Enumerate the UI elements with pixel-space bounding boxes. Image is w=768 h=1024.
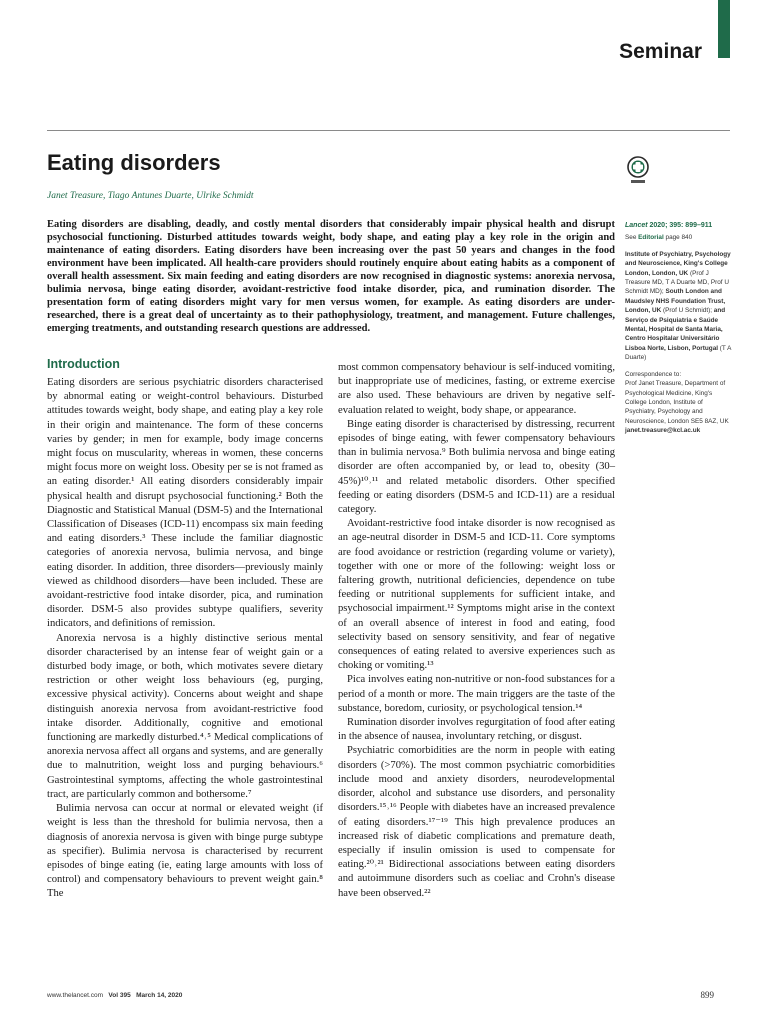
- crossmark-icon[interactable]: [626, 156, 650, 186]
- paragraph: most common compensatory behaviour is self-induced vomiting, but inappropriate use of medicines, fasting, or extreme exercise are also used. These behaviours are driven by negative self-evaluation related to weight, body shape, or appearance.: [338, 362, 615, 416]
- body-column-right: [338, 361, 615, 901]
- affiliation-name: South London and Maudsley NHS Foundation Trust, London, UK: [625, 288, 726, 315]
- affiliation-name: and Serviço de Psiquiatria e Saúde Mental, Hospital de Santa Maria, Centro Hospitalar Universitário Lisboa Norte, Lisbon, Portugal: [625, 307, 726, 352]
- section-heading: Introduction: [47, 357, 120, 371]
- paragraph: Bulimia nervosa can occur at normal or elevated weight (if weight is less than the threshold for bulimia nervosa, then a diagnosis of anorexia nervosa is given with binge purge subtype as specifier). Bulimia nervosa is characterised by recurrent episodes of binge eating (ie, eating large amounts with loss of control) and compensatory behaviours to prevent weight gain.⁸ The: [47, 803, 323, 900]
- section-label: Seminar: [619, 40, 702, 63]
- paragraph: Avoidant-restrictive food intake disorder is now recognised as an age-neutral disorder in DSM-5 and ICD-11. Core symptoms are food avoidance or restriction (regarding volume or variety), together with one or more of the following: weight loss or faltering growth, nutritional deficiencies, dependence on tube feeding or nutritional supplements for sufficient intake, and psychosocial impairment.¹² Symptoms might arise in the context of an overall absence of interest in food and eating, food selectivity based on sensory sensitivity, and fear of negative consequences of eating related to aversive experiences such as choking or vomiting.¹³: [338, 518, 615, 672]
- issue-date: March 14, 2020: [136, 992, 183, 999]
- paragraph: Pica involves eating non-nutritive or non-food substances for a period of a month or more. The main triggers are the taste of the substance, boredom, curiosity, or psychological tension.¹⁴: [338, 674, 615, 714]
- page-number: 899: [700, 990, 714, 1000]
- article-title: Eating disorders: [47, 150, 221, 175]
- article-authors: Janet Treasure, Tiago Antunes Duarte, Ulrike Schmidt: [47, 191, 254, 201]
- correspondence-label: Correspondence to:: [625, 370, 682, 378]
- paragraph: Anorexia nervosa is a highly distinctive serious mental disorder characterised by an intense fear of weight gain or a disturbed body image, or both, which motivates severe dietary restriction or other weight loss behaviours (eg, purging, excessive physical activity). Concerns about weight and shape distinguish anorexia nervosa from avoidant-restrictive food intake disorder. Additionally, cognitive and emotional functioning are markedly disturbed.⁴˒⁵ Medical complications of anorexia nervosa affect all organs and systems, and are generally due to malnutrition, weight loss and purging behaviours.⁶ Gastrointestinal symptoms, affecting the whole gastrointestinal tract, are particularly common and bothersome.⁷: [47, 632, 323, 800]
- affiliation-authors: (Prof J Treasure MD, T A Duarte MD, Prof U Schmidt MD);: [625, 269, 729, 296]
- page-footer: [47, 992, 182, 999]
- citation-details: 2020; 395: 899–911: [647, 222, 713, 229]
- correspondence-address: Prof Janet Treasure, Department of Psychological Medicine, King's College London, Institute of Psychiatry, Psychology and Neuroscience, London SE5 8AZ, UK: [625, 380, 729, 425]
- section-accent-bar: [718, 0, 730, 58]
- paragraph: Eating disorders are serious psychiatric disorders characterised by abnormal eating or weight-control behaviours. Disturbed attitudes towards weight, body shape, and eating play a key role in their origin and maintenance. The form of these concerns varies by gender; in men for example, body image concerns might focus on muscularity, whereas in women, these concerns might focus more on weight loss. Obesity per se is not framed as an eating disorder.¹ All eating disorders considerably impair physical health and disrupt psychosocial functioning.² Both the Diagnostic and Statistical Manual (DSM-5) and the International Classification of Diseases (ICD-11) encompass six main feeding and eating disorders.³ These include the familiar diagnostic categories of anorexia nervosa, bulimia nervosa, and binge eating disorder. In addition, three disorders—previously mainly viewed as childhood disorders—have been included. These are avoidant-restrictive food intake disorder, pica, and rumination disorder. DSM-5 also provides subtype qualifiers, severity indicators, and definitions of remission.: [47, 377, 323, 630]
- paragraph: Rumination disorder involves regurgitation of food after eating in the absence of nausea, involuntary retching, or disgust.: [338, 717, 615, 743]
- affiliation-authors: (Prof U Schmidt);: [661, 307, 712, 315]
- see-suffix: page 840: [663, 234, 693, 242]
- affiliation-authors: (T A Duarte): [625, 344, 732, 362]
- citation-journal: Lancet: [625, 222, 648, 229]
- see-prefix: See: [625, 234, 639, 242]
- body-column-left: [47, 376, 323, 902]
- journal-website[interactable]: www.thelancet.com: [47, 992, 103, 999]
- paragraph: Psychiatric comorbidities are the norm in people with eating disorders (>70%). The most common psychiatric comorbidities include mood and anxiety disorders, neurodevelopmental disorder, alcohol and substance use disorders, and personality disorders.¹⁵˒¹⁶ People with diabetes have an increased prevalence of eating disorders.¹⁷⁻¹⁹ This high prevalence produces an increased risk of diabetic complications and premature death, especially if insulin omission is used to compensate for eating.²⁰˒²¹ Bidirectional associations between eating disorders and autoimmune disorders such as coeliac and Crohn's disease have been observed.²²: [338, 745, 615, 899]
- affiliations: [625, 250, 733, 363]
- editorial-link[interactable]: Editorial: [638, 234, 664, 242]
- affiliation-name: Institute of Psychiatry, Psychology and Neuroscience, King's College London, London, UK: [625, 250, 731, 277]
- header-divider: [47, 130, 730, 131]
- abstract: Eating disorders are disabling, deadly, and costly mental disorders that considerably impair physical health and disrupt psychosocial functioning. Disturbed attitudes towards weight, body shape, and eating play a key role in the origin and maintenance of eating disorders. Eating disorders have been increasing over the past 50 years and changes in the food environment have been implicated. All health-care providers should routinely enquire about eating habits as a component of overall health assessment. Six main feeding and eating disorders are now recognised in diagnostic systems: anorexia nervosa, bulimia nervosa, binge eating disorder, avoidant-restrictive food intake disorder, pica, and rumination disorder. The presentation form of eating disorders might vary for men versus women, for example. As eating disorders are under-researched, there is a great deal of uncertainty as to their pathophysiology, treatment, and management. Future challenges, emerging treatments, and outstanding research questions are addressed.: [47, 219, 615, 334]
- see-also: [625, 233, 733, 242]
- article-sidebar: [625, 221, 733, 436]
- correspondence: [625, 370, 733, 436]
- journal-volume: Vol 395: [108, 992, 131, 999]
- paragraph: Binge eating disorder is characterised by distressing, recurrent episodes of binge eating, with fewer compensatory behaviours than in bulimia nervosa.⁹ Both bulimia nervosa and binge eating disorder are often accompanied by, or lead to, obesity (30–45%)¹⁰˒¹¹ and related metabolic disorders. Other specified feeding or eating disorders (DSM-5 and ICD-11) are a residual category.: [338, 418, 615, 516]
- citation: [625, 221, 733, 230]
- correspondence-email[interactable]: janet.treasure@kcl.ac.uk: [625, 427, 701, 435]
